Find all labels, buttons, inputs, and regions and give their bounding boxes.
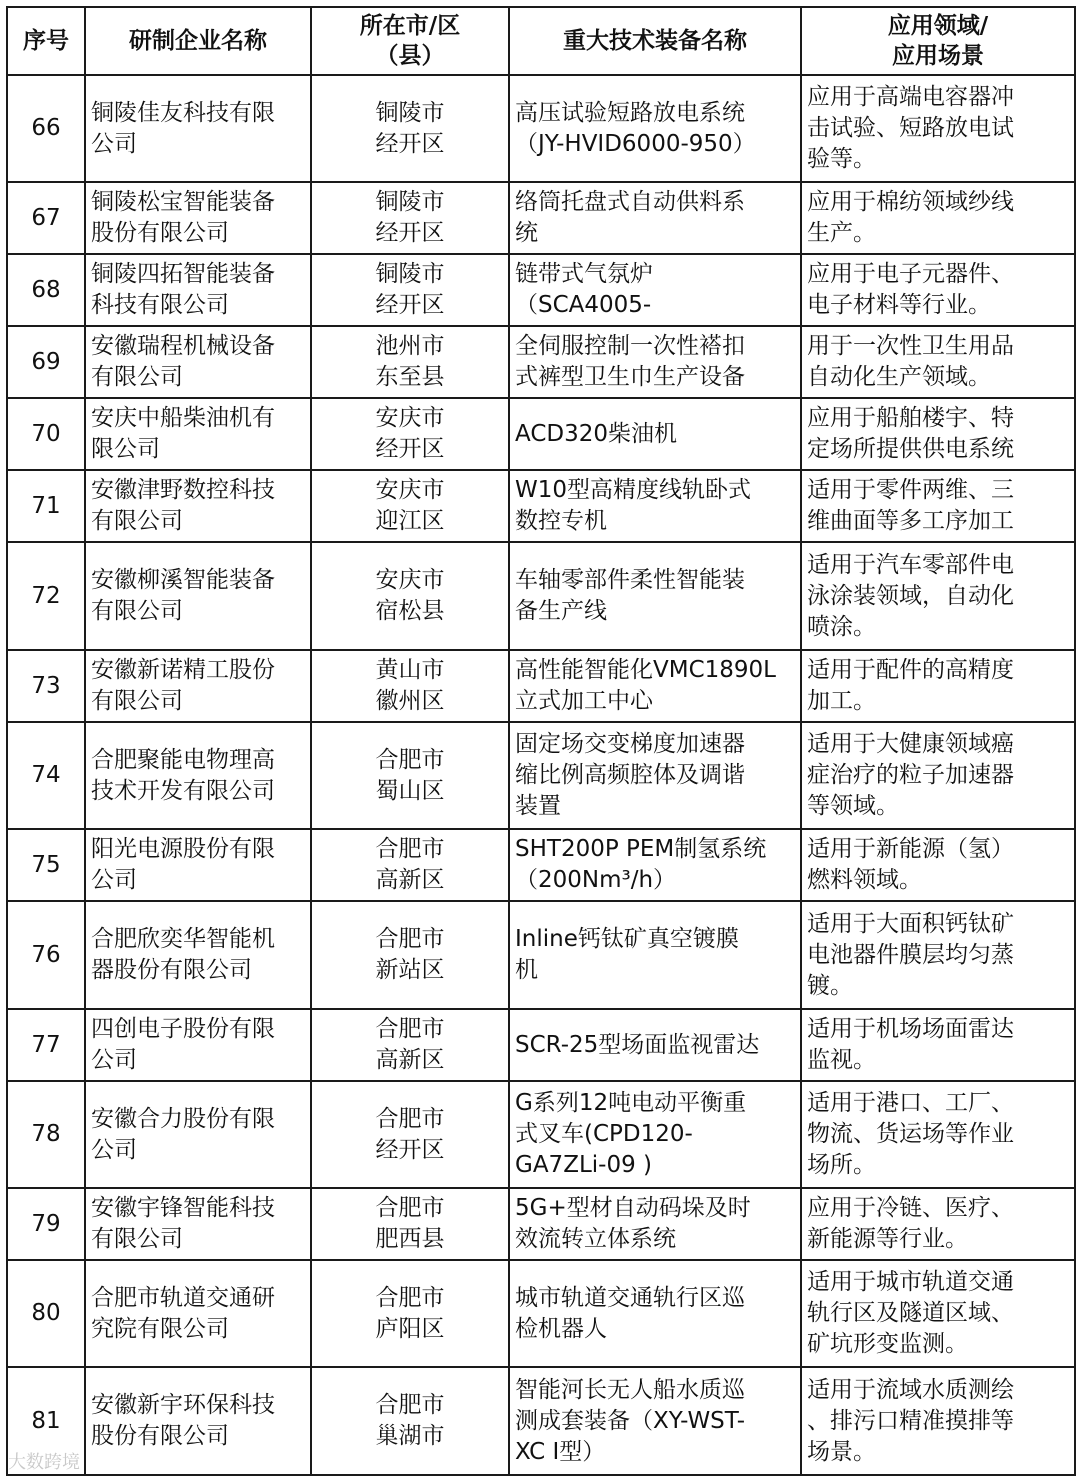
application-cell-line: 适用于配件的高精度: [807, 657, 1014, 683]
equipment-cell-line: 5G+型材自动码垛及时: [515, 1195, 751, 1221]
application-cell-line: 适用于大面积钙钛矿: [807, 910, 1014, 937]
application-cell-line: 维曲面等多工序加工: [807, 508, 1014, 534]
company-cell-line: 究院有限公司: [91, 1315, 229, 1342]
location-cell: [311, 901, 509, 1009]
company-cell-line: 合肥欣奕华智能机: [91, 926, 275, 952]
company-cell: [85, 829, 311, 901]
equipment-cell: [509, 254, 801, 326]
company-cell: [85, 1367, 311, 1475]
equipment-cell: [509, 470, 801, 542]
application-cell: [801, 254, 1075, 326]
equipment-cell-line: 检机器人: [515, 1315, 607, 1342]
company-cell-line: 安庆中船柴油机有: [91, 405, 275, 431]
row-index: 67: [7, 182, 85, 254]
equipment-cell: [509, 1367, 801, 1475]
company-cell-line: 有限公司: [91, 364, 183, 390]
application-cell: [801, 901, 1075, 1009]
watermark: 大数跨境: [8, 1452, 80, 1473]
equipment-cell-line: （SCA4005-: [515, 292, 652, 318]
company-cell-line: 安徽新诺精工股份: [91, 657, 275, 683]
row-index: 77: [7, 1009, 85, 1081]
company-cell-line: 股份有限公司: [91, 220, 229, 246]
header-line: 应用领域/: [887, 13, 989, 39]
application-cell: [801, 182, 1075, 254]
company-cell: [85, 1009, 311, 1081]
company-cell-line: 阳光电源股份有限: [91, 836, 275, 862]
location-cell-line: 合肥市: [375, 746, 445, 773]
location-cell: [311, 182, 509, 254]
application-cell: [801, 1081, 1075, 1188]
location-cell-line: 合肥市: [375, 836, 445, 862]
row-index: 70: [7, 398, 85, 470]
location-cell: [311, 829, 509, 901]
equipment-cell-line: SCR-25型场面监视雷达: [515, 1031, 760, 1058]
company-cell-line: 限公司: [91, 436, 160, 462]
equipment-cell-line: 机: [515, 957, 538, 983]
company-cell-line: 合肥聚能电物理高: [91, 746, 275, 773]
application-cell-line: 新能源等行业。: [807, 1226, 968, 1252]
location-cell-line: 宿松县: [375, 598, 445, 624]
equipment-cell-line: G系列12吨电动平衡重: [515, 1090, 747, 1116]
header-application: [801, 7, 1075, 75]
company-cell-line: 安徽津野数控科技: [91, 477, 275, 503]
location-cell-line: 铜陵市: [375, 99, 445, 126]
equipment-cell-line: GA7ZLi-09 ): [515, 1152, 653, 1178]
location-cell: [311, 1188, 509, 1260]
application-cell-line: 物流、货运场等作业: [807, 1121, 1014, 1147]
company-cell: [85, 1188, 311, 1260]
equipment-cell-line: （200Nm³/h）: [515, 867, 677, 893]
header-index: [7, 7, 85, 75]
location-cell-line: 肥西县: [375, 1226, 445, 1252]
location-cell-line: 合肥市: [375, 1105, 445, 1132]
equipment-cell: [509, 182, 801, 254]
equipment-cell: [509, 1009, 801, 1081]
equipment-cell-line: 高性能智能化VMC1890L: [515, 657, 776, 683]
equipment-cell: [509, 829, 801, 901]
equipment-cell-line: 数控专机: [515, 508, 607, 534]
application-cell-line: 适用于新能源（氢）: [807, 836, 1014, 862]
application-cell-line: 应用于棉纺领域纱线: [807, 189, 1014, 215]
table-row: [7, 901, 1075, 1009]
application-cell-line: 等领域。: [807, 793, 899, 819]
header-line: 重大技术装备名称: [563, 28, 747, 54]
company-cell-line: 有限公司: [91, 1226, 183, 1252]
application-cell-line: 矿坑形变监测。: [807, 1331, 968, 1357]
equipment-cell: [509, 75, 801, 182]
application-cell-line: 电池器件膜层均匀蒸: [807, 941, 1014, 968]
location-cell: [311, 254, 509, 326]
equipment-cell: [509, 650, 801, 722]
row-index: 69: [7, 326, 85, 398]
location-cell-line: 庐阳区: [375, 1315, 445, 1342]
location-cell-line: 经开区: [375, 292, 445, 318]
company-cell-line: 安徽瑞程机械设备: [91, 333, 275, 359]
equipment-cell: [509, 1188, 801, 1260]
equipment-cell: [509, 1081, 801, 1188]
equipment-cell-line: 统: [515, 220, 538, 246]
header-line: 研制企业名称: [129, 28, 267, 54]
company-cell: [85, 75, 311, 182]
location-cell-line: 新站区: [375, 957, 445, 983]
location-cell-line: 迎江区: [375, 508, 445, 534]
company-cell-line: 有限公司: [91, 598, 183, 624]
equipment-cell-line: （JY-HVID6000-950）: [515, 130, 756, 157]
application-cell-line: 自动化生产领域。: [807, 364, 991, 390]
equipment-cell: [509, 901, 801, 1009]
row-index: 73: [7, 650, 85, 722]
table-row: [7, 722, 1075, 829]
application-cell-line: 泳涂装领域，自动化: [807, 582, 1014, 609]
equipment-cell: [509, 722, 801, 829]
company-cell: [85, 326, 311, 398]
company-cell: [85, 254, 311, 326]
application-cell-line: 症治疗的粒子加速器: [807, 762, 1014, 788]
equipment-cell: [509, 398, 801, 470]
application-cell-line: 用于一次性卫生用品: [807, 333, 1014, 359]
company-cell-line: 四创电子股份有限: [91, 1016, 275, 1042]
application-cell-line: 电子材料等行业。: [807, 292, 991, 318]
table-row: [7, 326, 1075, 398]
equipment-cell: [509, 326, 801, 398]
header-equipment: [509, 7, 801, 75]
row-index: 74: [7, 722, 85, 829]
location-cell-line: 合肥市: [375, 1195, 445, 1221]
location-cell-line: 安庆市: [375, 567, 445, 593]
application-cell: [801, 1367, 1075, 1475]
equipment-cell-line: 立式加工中心: [515, 688, 653, 714]
location-cell-line: 合肥市: [375, 1016, 445, 1042]
location-cell: [311, 542, 509, 650]
company-cell-line: 公司: [91, 1047, 137, 1073]
application-cell-line: 喷涂。: [807, 613, 876, 640]
company-cell-line: 铜陵四拓智能装备: [91, 261, 275, 287]
company-cell-line: 安徽柳溪智能装备: [91, 567, 275, 593]
table-body: [7, 75, 1075, 1475]
equipment-cell-line: 固定场交变梯度加速器: [515, 731, 745, 757]
table-row: [7, 470, 1075, 542]
equipment-cell: [509, 542, 801, 650]
application-cell-line: 适用于流域水质测绘: [807, 1376, 1014, 1403]
header-line: 应用场景: [892, 43, 984, 69]
company-cell-line: 合肥市轨道交通研: [91, 1284, 275, 1311]
equipment-cell-line: XC Ⅰ型）: [515, 1438, 606, 1465]
application-cell: [801, 1009, 1075, 1081]
equipment-cell: [509, 1260, 801, 1367]
application-cell-line: 适用于大健康领域癌: [807, 731, 1014, 757]
location-cell-line: 蜀山区: [375, 777, 445, 804]
company-cell-line: 有限公司: [91, 688, 183, 714]
application-cell-line: 场所。: [807, 1152, 876, 1178]
application-cell: [801, 1260, 1075, 1367]
header-company: [85, 7, 311, 75]
equipment-cell-line: 式叉车(CPD120-: [515, 1121, 693, 1147]
header-row: [7, 7, 1075, 75]
table-row: [7, 254, 1075, 326]
row-index: 79: [7, 1188, 85, 1260]
company-cell: [85, 650, 311, 722]
table-row: [7, 1081, 1075, 1188]
header-line: （县）: [375, 43, 445, 69]
row-index: 78: [7, 1081, 85, 1188]
row-index: 80: [7, 1260, 85, 1367]
location-cell: [311, 75, 509, 182]
equipment-cell-line: 智能河长无人船水质巡: [515, 1376, 745, 1403]
location-cell: [311, 1260, 509, 1367]
table-row: [7, 398, 1075, 470]
table-row: [7, 182, 1075, 254]
location-cell: [311, 470, 509, 542]
location-cell: [311, 722, 509, 829]
location-cell-line: 安庆市: [375, 477, 445, 503]
company-cell-line: 铜陵松宝智能装备: [91, 189, 275, 215]
table-row: [7, 1188, 1075, 1260]
application-cell-line: 适用于汽车零部件电: [807, 551, 1014, 578]
application-cell: [801, 470, 1075, 542]
company-cell-line: 公司: [91, 867, 137, 893]
equipment-cell-line: 络筒托盘式自动供料系: [515, 189, 745, 215]
location-cell: [311, 650, 509, 722]
location-cell-line: 经开区: [375, 130, 445, 157]
location-cell-line: 经开区: [375, 436, 445, 462]
table-row: [7, 1367, 1075, 1475]
equipment-cell-line: 效流转立体系统: [515, 1226, 676, 1252]
equipment-cell-line: 缩比例高频腔体及调谐: [515, 762, 745, 788]
equipment-cell-line: ACD320柴油机: [515, 420, 677, 447]
equipment-cell-line: 链带式气氛炉: [515, 261, 653, 287]
table-row: [7, 75, 1075, 182]
application-cell-line: 应用于船舶楼宇、特: [807, 405, 1014, 431]
application-cell: [801, 542, 1075, 650]
company-cell-line: 股份有限公司: [91, 1423, 229, 1449]
location-cell-line: 铜陵市: [375, 189, 445, 215]
company-cell: [85, 182, 311, 254]
equipment-cell-line: 装置: [515, 793, 561, 819]
application-cell-line: 轨行区及隧道区域、: [807, 1300, 1014, 1326]
company-cell-line: 安徽新宇环保科技: [91, 1392, 275, 1418]
location-cell-line: 经开区: [375, 1136, 445, 1163]
location-cell-line: 合肥市: [375, 926, 445, 952]
row-index: 66: [7, 75, 85, 182]
table-row: [7, 829, 1075, 901]
application-cell-line: 定场所提供供电系统: [807, 436, 1014, 462]
application-cell-line: 适用于港口、工厂、: [807, 1090, 1014, 1116]
company-cell-line: 技术开发有限公司: [91, 777, 275, 804]
application-cell: [801, 75, 1075, 182]
company-cell-line: 有限公司: [91, 508, 183, 534]
location-cell-line: 高新区: [375, 1047, 445, 1073]
application-cell-line: 适用于机场场面雷达: [807, 1016, 1014, 1042]
application-cell-line: 应用于高端电容器冲: [807, 84, 1014, 110]
application-cell-line: 监视。: [807, 1047, 876, 1073]
location-cell-line: 东至县: [375, 364, 445, 390]
application-cell: [801, 398, 1075, 470]
location-cell-line: 铜陵市: [375, 261, 445, 287]
row-index: 76: [7, 901, 85, 1009]
row-index: 81: [7, 1367, 85, 1475]
application-cell: [801, 650, 1075, 722]
equipment-table: [6, 6, 1076, 1476]
application-cell-line: 适用于城市轨道交通: [807, 1269, 1014, 1295]
company-cell-line: 安徽宇锋智能科技: [91, 1195, 275, 1221]
equipment-cell-line: 式裤型卫生巾生产设备: [515, 364, 745, 390]
equipment-cell-line: 测成套装备（XY-WST-: [515, 1407, 746, 1434]
application-cell-line: 加工。: [807, 688, 876, 714]
application-cell-line: 镀。: [807, 972, 853, 999]
location-cell-line: 高新区: [375, 867, 445, 893]
application-cell-line: 适用于零件两维、三: [807, 477, 1014, 503]
equipment-cell-line: 备生产线: [515, 598, 607, 624]
equipment-cell-line: W10型高精度线轨卧式: [515, 477, 752, 503]
location-cell: [311, 398, 509, 470]
table-row: [7, 650, 1075, 722]
location-cell: [311, 1009, 509, 1081]
company-cell-line: 公司: [91, 1136, 137, 1163]
application-cell-line: 应用于电子元器件、: [807, 261, 1014, 287]
company-cell-line: 安徽合力股份有限: [91, 1105, 275, 1132]
application-cell: [801, 1188, 1075, 1260]
equipment-cell-line: Inline钙钛矿真空镀膜: [515, 926, 739, 952]
company-cell: [85, 901, 311, 1009]
table-row: [7, 1009, 1075, 1081]
table-row: [7, 1260, 1075, 1367]
location-cell-line: 经开区: [375, 220, 445, 246]
row-index: 75: [7, 829, 85, 901]
location-cell-line: 黄山市: [375, 657, 445, 683]
application-cell: [801, 829, 1075, 901]
row-index: 71: [7, 470, 85, 542]
application-cell-line: 生产。: [807, 220, 876, 246]
equipment-cell-line: 城市轨道交通轨行区巡: [515, 1284, 745, 1311]
company-cell-line: 公司: [91, 130, 137, 157]
application-cell-line: 验等。: [807, 146, 876, 172]
company-cell: [85, 398, 311, 470]
equipment-cell-line: 全伺服控制一次性褡扣: [515, 333, 745, 359]
equipment-cell-line: SHT200P PEM制氢系统: [515, 836, 767, 862]
company-cell: [85, 542, 311, 650]
row-index: 72: [7, 542, 85, 650]
company-cell: [85, 1081, 311, 1188]
location-cell: [311, 326, 509, 398]
equipment-cell-line: 高压试验短路放电系统: [515, 99, 745, 126]
header-line: 所在市/区: [359, 13, 461, 39]
company-cell-line: 科技有限公司: [91, 292, 229, 318]
company-cell-line: 器股份有限公司: [91, 957, 252, 983]
company-cell: [85, 722, 311, 829]
table-row: [7, 542, 1075, 650]
location-cell-line: 徽州区: [375, 688, 445, 714]
location-cell-line: 池州市: [375, 333, 445, 359]
location-cell-line: 巢湖市: [375, 1423, 445, 1449]
company-cell-line: 铜陵佳友科技有限: [91, 99, 275, 126]
application-cell-line: 应用于冷链、医疗、: [807, 1195, 1014, 1221]
location-cell: [311, 1081, 509, 1188]
location-cell-line: 安庆市: [375, 405, 445, 431]
application-cell-line: 场景。: [807, 1438, 876, 1465]
location-cell: [311, 1367, 509, 1475]
company-cell: [85, 470, 311, 542]
company-cell: [85, 1260, 311, 1367]
header-line: 序号: [23, 28, 69, 54]
application-cell: [801, 326, 1075, 398]
application-cell-line: 、排污口精准摸排等: [807, 1407, 1014, 1434]
application-cell-line: 击试验、短路放电试: [807, 115, 1014, 141]
equipment-cell-line: 车轴零部件柔性智能装: [515, 567, 745, 593]
location-cell-line: 合肥市: [375, 1284, 445, 1311]
row-index: 68: [7, 254, 85, 326]
application-cell: [801, 722, 1075, 829]
header-location: [311, 7, 509, 75]
application-cell-line: 燃料领域。: [807, 867, 922, 893]
location-cell-line: 合肥市: [375, 1392, 445, 1418]
